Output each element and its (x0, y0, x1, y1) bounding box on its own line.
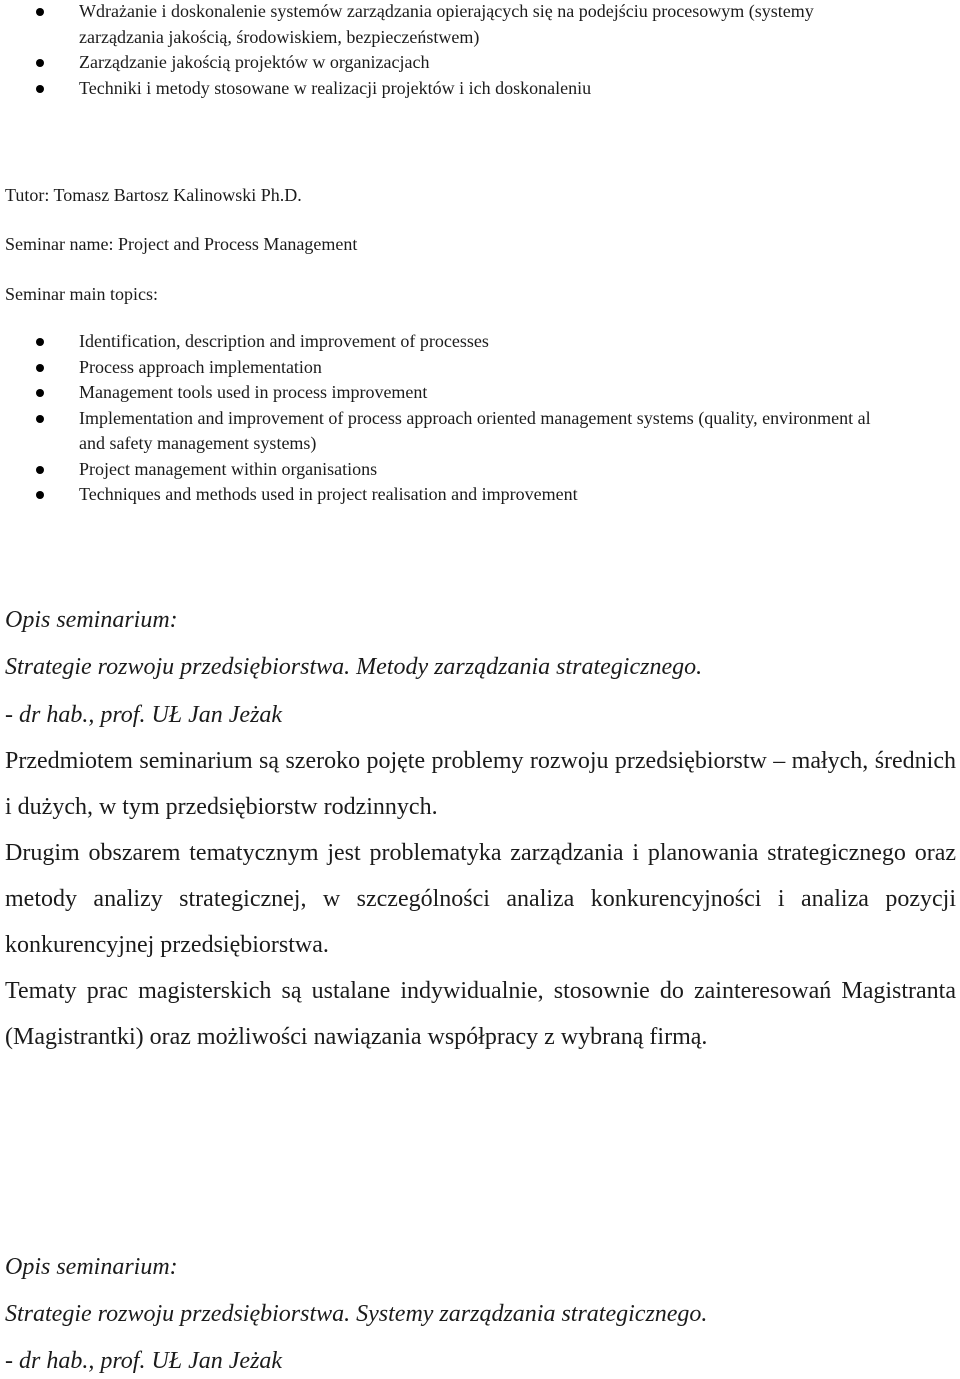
list-item: Project management within organisations (0, 457, 960, 483)
list-item: Techniques and methods used in project realisation and improvement (0, 482, 960, 508)
seminar-author: - dr hab., prof. UŁ Jan Jeżak (5, 702, 283, 728)
tutor-line: Tutor: Tomasz Bartosz Kalinowski Ph.D. (5, 185, 302, 205)
list-item: Zarządzanie jakością projektów w organizacjach (0, 50, 960, 76)
bullet-icon (36, 491, 44, 499)
topics-bullet-list (0, 329, 960, 508)
seminar-topics-label: Seminar main topics: (5, 284, 158, 304)
section-heading: Opis seminarium: (5, 607, 178, 633)
paragraph: Tematy prac magisterskich są ustalane indywidualnie, stosownie do zainteresowań Magistranta (Magistrantki) oraz możliwości nawiązania współpracy z wybraną firmą. (5, 978, 956, 1050)
list-item: Identification, description and improvement of processes (0, 329, 960, 355)
bullet-icon (36, 466, 44, 474)
intro-bullet-list (0, 0, 960, 101)
seminar-title: Strategie rozwoju przedsiębiorstwa. Systemy zarządzania strategicznego. (5, 1301, 708, 1327)
seminar-author: - dr hab., prof. UŁ Jan Jeżak (5, 1348, 283, 1374)
list-item: Techniki i metody stosowane w realizacji projektów i ich doskonaleniu (0, 76, 960, 102)
list-item: Implementation and improvement of process approach oriented management systems (quality, environment al and safety management systems) (0, 406, 960, 457)
paragraph: Przedmiotem seminarium są szeroko pojęte problemy rozwoju przedsiębiorstw – małych, średnich i dużych, w tym przedsiębiorstw rodzinnych. (5, 748, 956, 820)
list-item: Management tools used in process improvement (0, 380, 960, 406)
list-item: Wdrażanie i doskonalenie systemów zarządzania opierających się na podejściu procesowym (systemy zarządzania jakością, środowiskiem, bezpieczeństwem) (0, 0, 960, 50)
section-heading: Opis seminarium: (5, 1254, 178, 1280)
bullet-icon (36, 59, 44, 67)
seminar-title: Strategie rozwoju przedsiębiorstwa. Metody zarządzania strategicznego. (5, 654, 703, 680)
bullet-icon (36, 8, 44, 16)
bullet-icon (36, 364, 44, 372)
bullet-icon (36, 338, 44, 346)
paragraph: Drugim obszarem tematycznym jest problematyka zarządzania i planowania strategicznego oraz metody analizy strategicznej, w szczególności analiza konkurencyjności i analiza pozycji konkurencyjnej przedsiębiorstwa. (5, 840, 956, 958)
seminar-name-line: Seminar name: Project and Process Management (5, 234, 358, 254)
bullet-icon (36, 389, 44, 397)
bullet-icon (36, 415, 44, 423)
list-item: Process approach implementation (0, 355, 960, 381)
bullet-icon (36, 85, 44, 93)
